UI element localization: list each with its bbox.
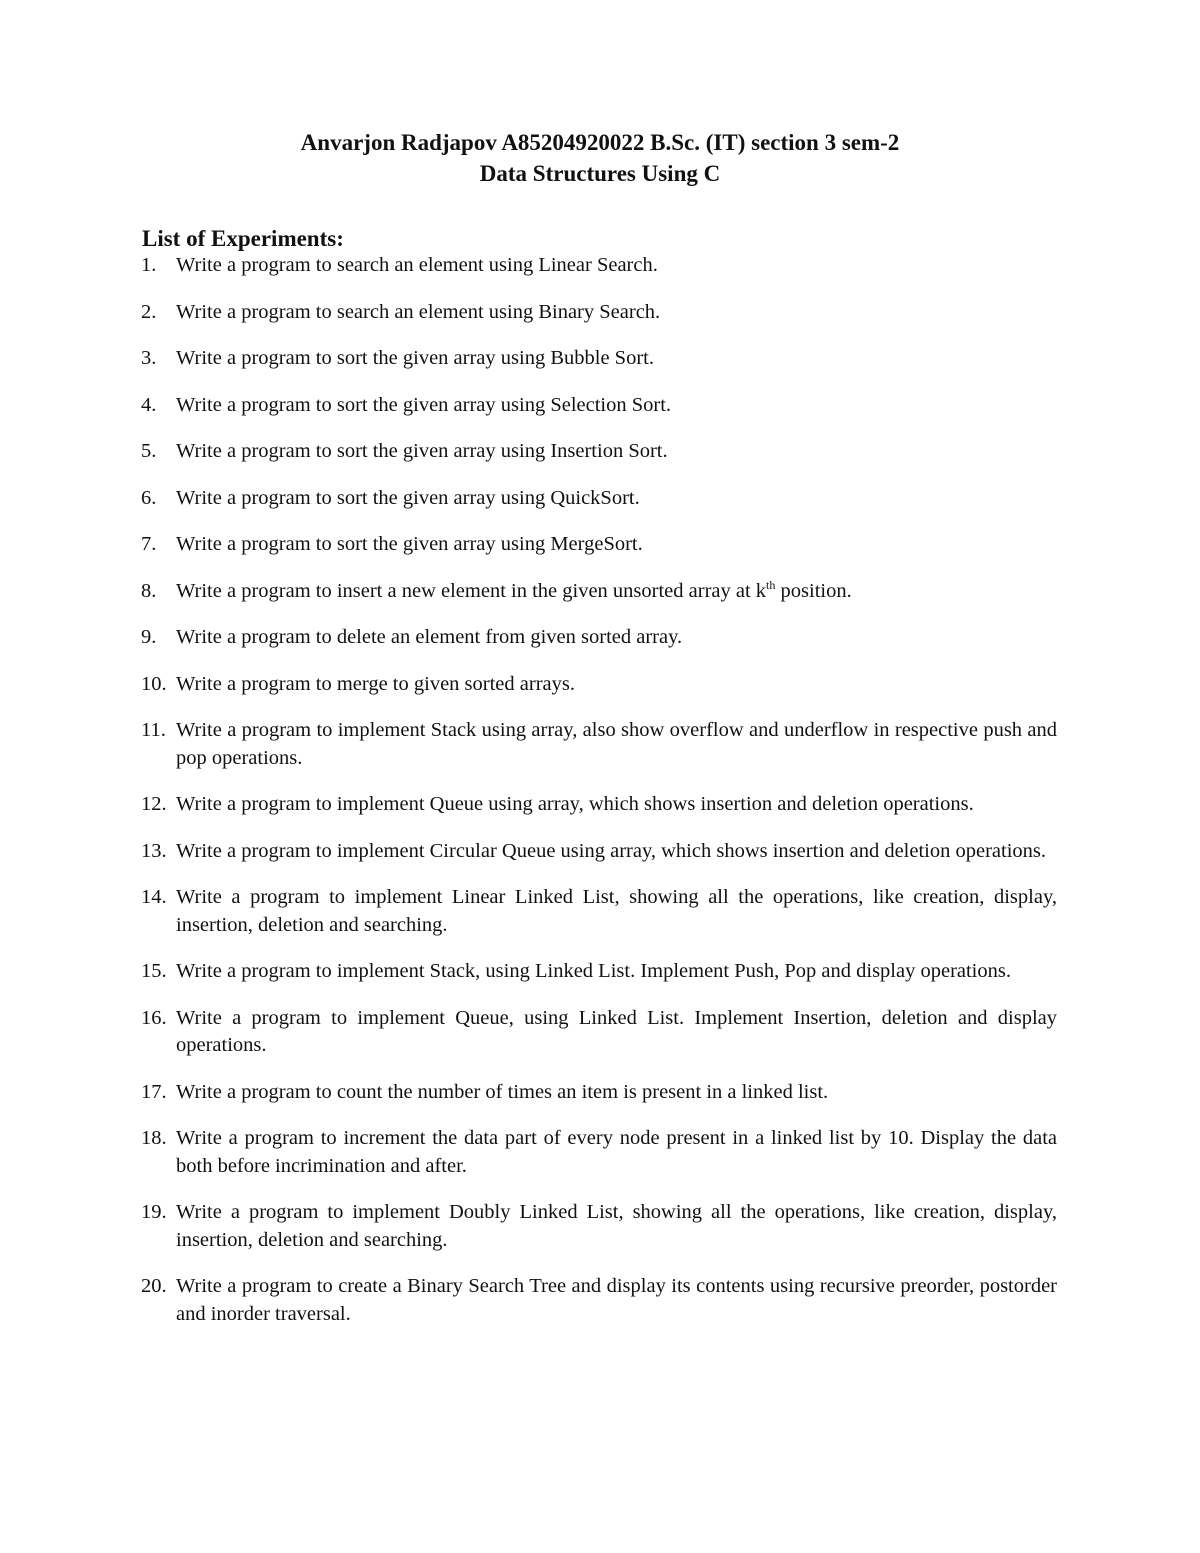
item-text: Write a program to implement Stack, using Linked List. Implement Push, Pop and display operations. bbox=[176, 960, 1011, 982]
list-item bbox=[141, 345, 1057, 373]
item-text: Write a program to delete an element from given sorted array. bbox=[176, 626, 683, 648]
item-number: 17. bbox=[141, 1080, 167, 1103]
list-item bbox=[141, 1199, 1057, 1254]
item-number: 12. bbox=[141, 793, 167, 815]
item-text: Write a program to merge to given sorted arrays. bbox=[176, 672, 575, 695]
item-number: 20. bbox=[141, 1275, 167, 1297]
item-number: 13. bbox=[141, 839, 167, 862]
item-number: 9. bbox=[141, 626, 157, 648]
list-item bbox=[141, 838, 1057, 866]
item-text: Write a program to sort the given array using Bubble Sort. bbox=[176, 347, 654, 369]
list-item bbox=[141, 884, 1057, 939]
list-item bbox=[141, 624, 1057, 652]
list-item bbox=[141, 791, 1057, 819]
item-text: Write a program to implement Doubly Linked List, showing all the operations, like creation, display, insertion, deletion and searching. bbox=[176, 1201, 1057, 1251]
experiments-heading: List of Experiments: bbox=[142, 226, 344, 251]
list-item bbox=[141, 252, 1057, 280]
item-text: Write a program to search an element using Binary Search. bbox=[176, 300, 661, 323]
item-number: 19. bbox=[141, 1201, 167, 1223]
list-item bbox=[141, 958, 1057, 986]
superscript-th: th bbox=[766, 577, 776, 592]
item-text: Write a program to implement Stack using array, also show overflow and underflow in respective push and pop operations. bbox=[176, 719, 1057, 769]
item-text: Write a program to count the number of times an item is present in a linked list. bbox=[176, 1080, 829, 1103]
item-number: 6. bbox=[141, 486, 157, 509]
item-number: 8. bbox=[141, 579, 157, 602]
item-number: 1. bbox=[141, 254, 157, 276]
item-number: 11. bbox=[141, 719, 166, 741]
course-title: Data Structures Using C bbox=[479, 161, 721, 186]
item-number: 15. bbox=[141, 960, 167, 982]
item-text: Write a program to implement Linear Linked List, showing all the operations, like creation, display, insertion, deletion and searching. bbox=[176, 886, 1057, 936]
list-item bbox=[141, 299, 1057, 327]
item-number: 3. bbox=[141, 347, 157, 369]
item-text: Write a program to increment the data part of every node present in a linked list by 10. Display the data both before incrimination and after. bbox=[176, 1127, 1057, 1177]
item-text-before: Write a program to insert a new element in the given unsorted array at k bbox=[176, 579, 767, 602]
item-text: Write a program to sort the given array using MergeSort. bbox=[176, 533, 643, 555]
list-item bbox=[141, 1079, 1057, 1107]
list-item bbox=[141, 578, 1057, 606]
item-number: 2. bbox=[141, 300, 157, 323]
item-text-after: position. bbox=[775, 579, 852, 602]
list-item bbox=[141, 717, 1057, 772]
list-item bbox=[141, 1273, 1057, 1328]
item-text: Write a program to sort the given array using Insertion Sort. bbox=[176, 440, 668, 462]
experiments-list bbox=[141, 252, 1057, 1347]
item-number: 16. bbox=[141, 1006, 167, 1029]
author-line: Anvarjon Radjapov A85204920022 B.Sc. (IT) section 3 sem-2 bbox=[300, 130, 900, 155]
document-header bbox=[0, 127, 1200, 189]
item-text: Write a program to implement Queue, using Linked List. Implement Insertion, deletion and display operations. bbox=[176, 1006, 1057, 1056]
item-number: 7. bbox=[141, 533, 157, 555]
item-number: 5. bbox=[141, 440, 157, 462]
list-item bbox=[141, 438, 1057, 466]
item-text: Write a program to implement Queue using array, which shows insertion and deletion operations. bbox=[176, 793, 974, 815]
item-number: 14. bbox=[141, 886, 167, 908]
list-item bbox=[141, 1125, 1057, 1180]
item-number: 4. bbox=[141, 393, 157, 416]
item-text: Write a program to search an element using Linear Search. bbox=[176, 254, 658, 276]
item-text: Write a program to create a Binary Search Tree and display its contents using recursive preorder, postorder and inorder traversal. bbox=[176, 1275, 1057, 1325]
item-text: Write a program to sort the given array using Selection Sort. bbox=[176, 393, 672, 416]
item-text: Write a program to implement Circular Queue using array, which shows insertion and deletion operations. bbox=[176, 839, 1046, 862]
list-item bbox=[141, 531, 1057, 559]
list-item bbox=[141, 392, 1057, 420]
item-number: 10. bbox=[141, 672, 167, 695]
list-item bbox=[141, 1005, 1057, 1060]
item-text: Write a program to sort the given array using QuickSort. bbox=[176, 486, 640, 509]
list-item bbox=[141, 485, 1057, 513]
item-number: 18. bbox=[141, 1127, 167, 1149]
list-item bbox=[141, 671, 1057, 699]
